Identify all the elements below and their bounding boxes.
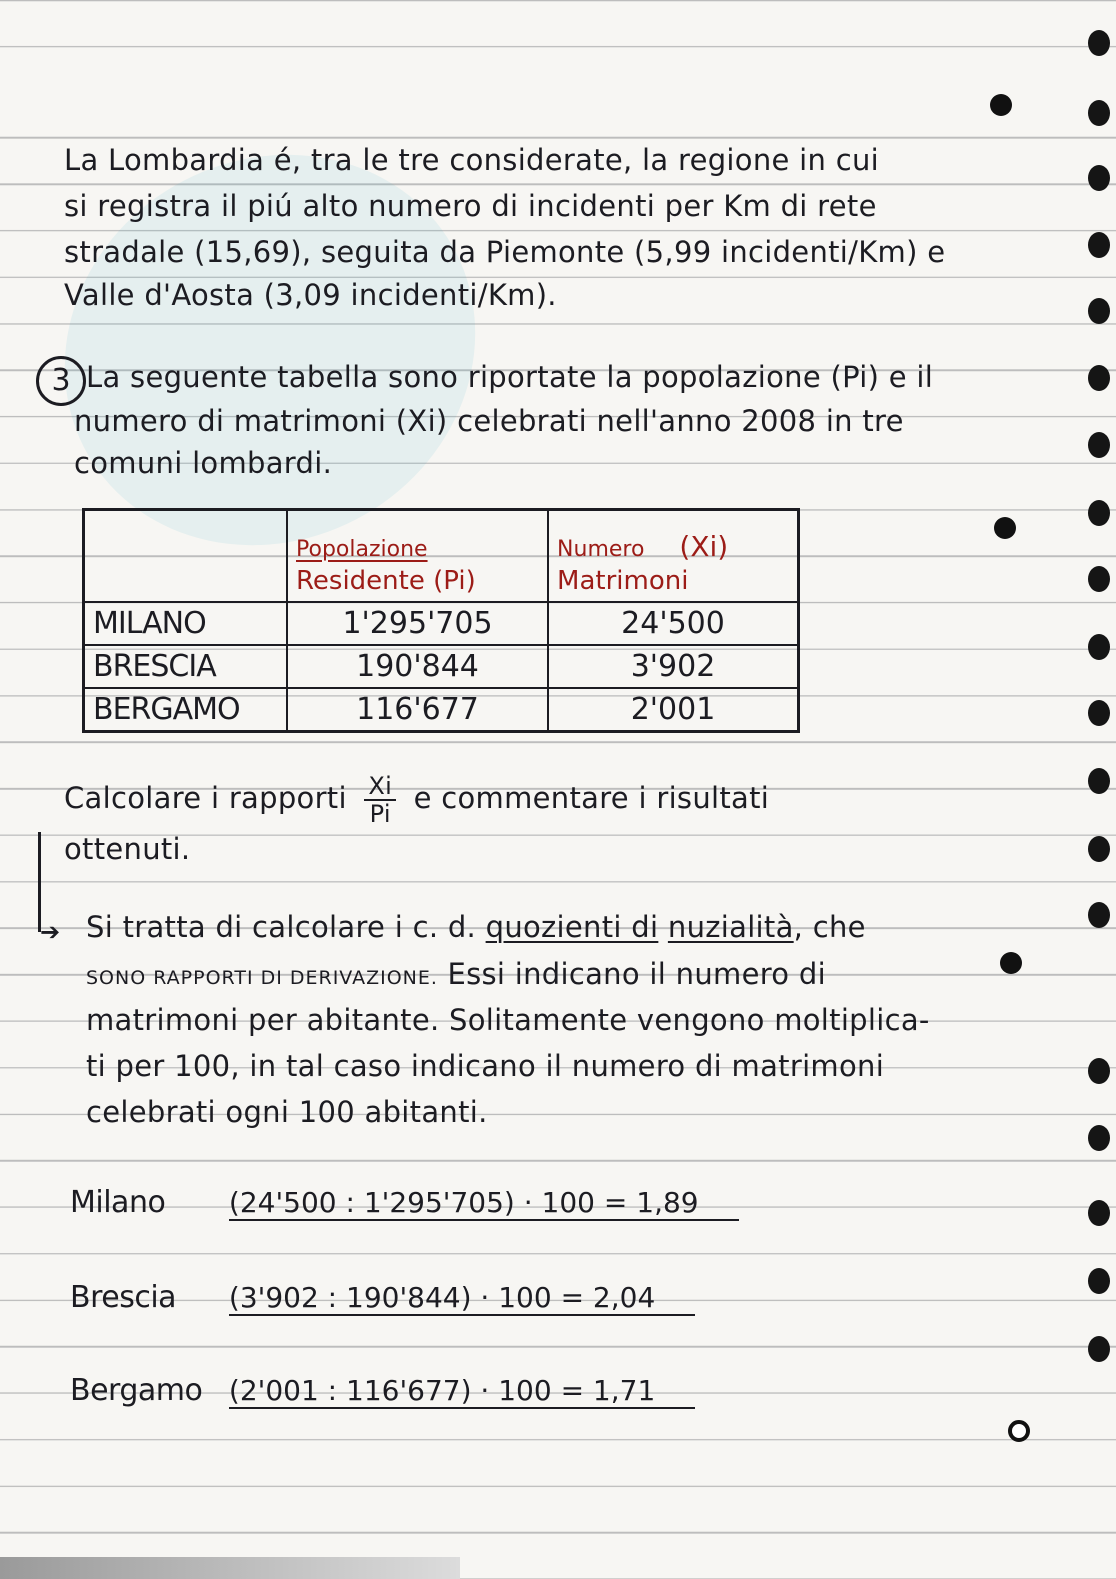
answer-line-4: ti per 100, in tal caso indicano il numero di matrimoni (86, 1049, 885, 1083)
calc-bergamo (70, 1371, 695, 1411)
binder-hole (1088, 566, 1110, 592)
exercise-line-2: numero di matrimoni (Xi) celebrati nell'anno 2008 in tre (74, 404, 904, 438)
binder-holes (1082, 0, 1110, 1579)
calc-city: Bergamo (70, 1373, 203, 1408)
header-marriages-label: Numero (557, 537, 645, 562)
question-line-1 (64, 773, 769, 827)
intro-line-2: si registra il piú alto numero di incidenti per Km di rete (64, 189, 877, 223)
cell-marriages: 24'500 (548, 602, 798, 645)
answer-line-1 (86, 910, 866, 944)
answer-line-5: celebrati ogni 100 abitanti. (86, 1095, 488, 1129)
answer-term-quozienti: quozienti di (485, 910, 659, 944)
binder-hole (1088, 365, 1110, 391)
binder-hole (1088, 500, 1110, 526)
binder-hole (1088, 700, 1110, 726)
cell-city: BRESCIA (84, 645, 288, 688)
intro-line-4: Valle d'Aosta (3,09 incidenti/Km). (64, 278, 557, 312)
data-table (82, 508, 800, 733)
cell-marriages: 2'001 (548, 688, 798, 732)
binder-hole (1088, 432, 1110, 458)
binder-hole (1088, 902, 1110, 928)
binder-hole (1088, 298, 1110, 324)
calc-milano (70, 1183, 739, 1223)
answer-arrow-line (38, 832, 41, 932)
binder-hole (1088, 165, 1110, 191)
header-marriages-line-2: Matrimoni (557, 566, 689, 596)
answer-line-3: matrimoni per abitante. Solitamente vengono moltiplica- (86, 1003, 930, 1037)
question-suffix: e commentare i risultati (413, 781, 770, 815)
page-shadow (0, 1557, 460, 1579)
answer-derivation: SONO RAPPORTI DI DERIVAZIONE. (86, 967, 438, 989)
cell-population: 1'295'705 (287, 602, 548, 645)
fraction-denominator: Pi (369, 800, 391, 828)
exercise-line-3: comuni lombardi. (74, 446, 333, 480)
ratio-fraction (364, 773, 396, 827)
margin-ring (1008, 1420, 1030, 1442)
header-marriages-symbol: (Xi) (679, 530, 729, 563)
header-population-line-2: Residente (Pi) (296, 566, 476, 596)
binder-hole (1088, 100, 1110, 126)
header-population-line-1: Popolazione (296, 537, 428, 562)
answer-term-nuzialita: nuzialità (667, 910, 794, 944)
binder-hole (1088, 768, 1110, 794)
calc-expression: (3'902 : 190'844) · 100 = 2,04 (229, 1281, 695, 1316)
calc-city: Milano (70, 1185, 166, 1220)
header-marriages-line-1 (557, 532, 789, 565)
table-row (84, 688, 799, 732)
calc-city: Brescia (70, 1280, 177, 1315)
margin-dot (1000, 952, 1022, 974)
calc-brescia (70, 1278, 695, 1318)
cell-city: MILANO (84, 602, 288, 645)
question-line-2: ottenuti. (64, 832, 191, 866)
binder-hole (1088, 634, 1110, 660)
binder-hole (1088, 1268, 1110, 1294)
binder-hole (1088, 1058, 1110, 1084)
margin-dot (994, 517, 1016, 539)
header-population (287, 510, 548, 603)
binder-hole (1088, 1200, 1110, 1226)
answer-part-d: , che (793, 910, 866, 944)
answer-part-a: Si tratta di calcolare i c. d. (86, 910, 477, 944)
question-prefix: Calcolare i rapporti (64, 781, 347, 815)
margin-dot (990, 94, 1012, 116)
binder-hole (1088, 1336, 1110, 1362)
fraction-numerator: Xi (364, 773, 396, 801)
cell-population: 190'844 (287, 645, 548, 688)
binder-hole (1088, 1125, 1110, 1151)
exercise-number: 3 (36, 356, 86, 406)
table-header-empty (84, 510, 288, 603)
cell-population: 116'677 (287, 688, 548, 732)
calc-expression: (2'001 : 116'677) · 100 = 1,71 (229, 1374, 695, 1409)
table-row (84, 645, 799, 688)
arrow-right-icon: ➔ (40, 918, 61, 946)
intro-line-3: stradale (15,69), seguita da Piemonte (5,99 incidenti/Km) e (64, 235, 946, 269)
table-row (84, 602, 799, 645)
calc-expression: (24'500 : 1'295'705) · 100 = 1,89 (229, 1186, 739, 1221)
answer-part-b: Essi indicano il numero di (447, 957, 826, 991)
binder-hole (1088, 30, 1110, 56)
binder-hole (1088, 836, 1110, 862)
exercise-line-1: La seguente tabella sono riportate la popolazione (Pi) e il (86, 360, 934, 394)
cell-marriages: 3'902 (548, 645, 798, 688)
binder-hole (1088, 232, 1110, 258)
intro-line-1: La Lombardia é, tra le tre considerate, la regione in cui (64, 143, 880, 177)
cell-city: BERGAMO (84, 688, 288, 732)
header-marriages (548, 510, 798, 603)
answer-line-2 (86, 957, 826, 995)
table-header-row (84, 510, 799, 603)
